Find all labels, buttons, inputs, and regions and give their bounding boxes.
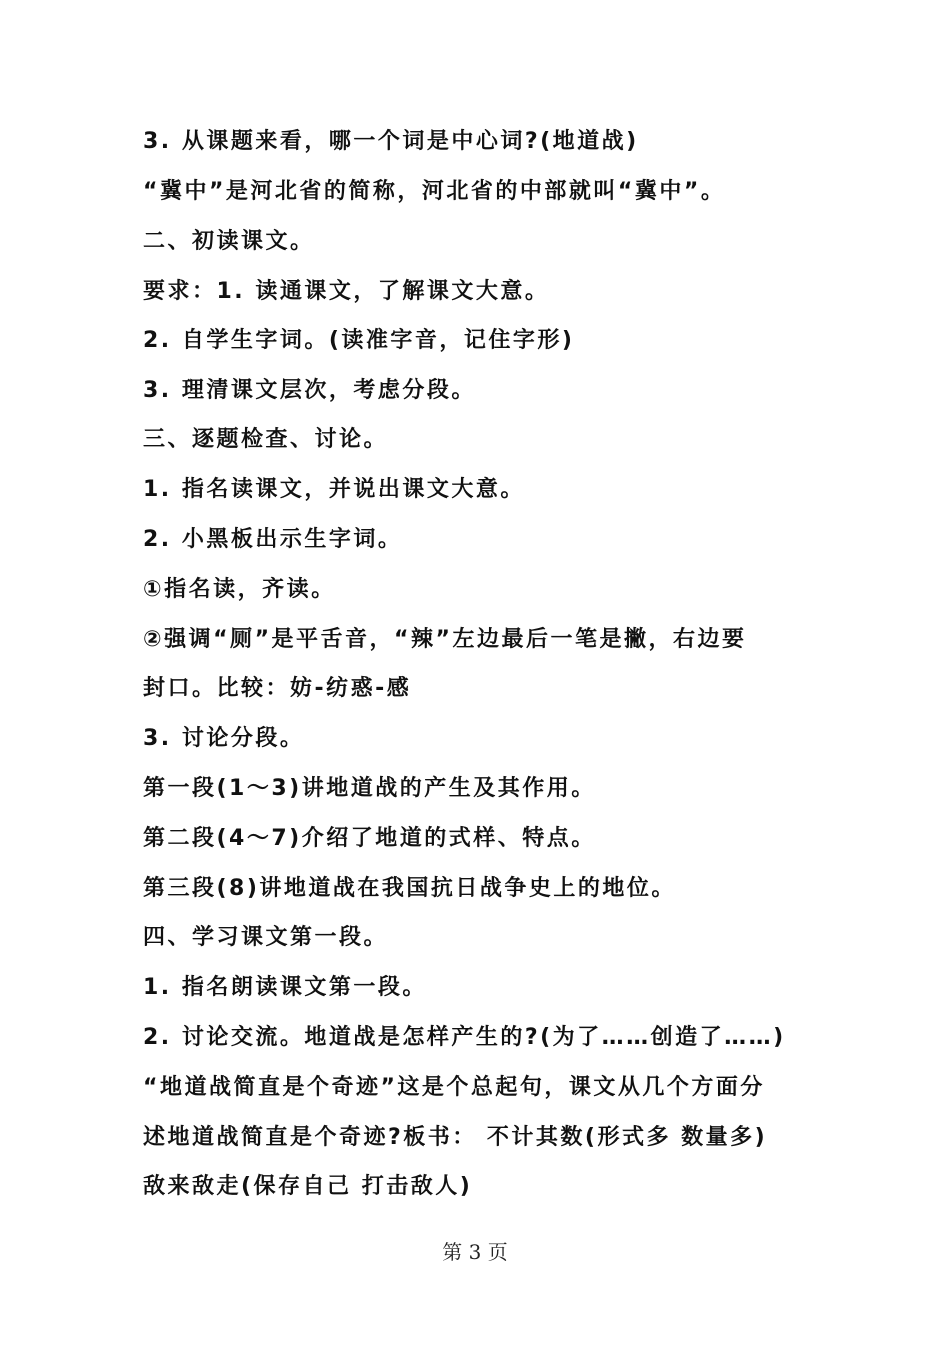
section-heading: 二、初读课文。 xyxy=(143,229,315,254)
text-line: 3. 讨论分段。 xyxy=(143,726,305,751)
text-line: 3. 从课题来看，哪一个词是中心词?(地道战) xyxy=(143,129,639,154)
text-line: 第二段(4～7)介绍了地道的式样、特点。 xyxy=(143,826,596,851)
text-line: 述地道战简直是个奇迹?板书： 不计其数(形式多 数量多) xyxy=(143,1125,768,1150)
text-line: 2. 小黑板出示生字词。 xyxy=(143,527,403,552)
text-line: 封口。比较：妨-纺惑-感 xyxy=(143,676,412,701)
text-line: 1. 指名读课文，并说出课文大意。 xyxy=(143,477,525,502)
text-line: “冀中”是河北省的简称，河北省的中部就叫“冀中”。 xyxy=(143,179,726,204)
text-line: 3. 理清课文层次，考虑分段。 xyxy=(143,378,476,403)
text-line: 敌来敌走(保存自己 打击敌人) xyxy=(143,1174,473,1199)
text-line: 1. 指名朗读课文第一段。 xyxy=(143,975,427,1000)
text-line: 2. 自学生字词。(读准字音，记住字形) xyxy=(143,328,575,353)
page-number: 第 3 页 xyxy=(442,1240,508,1264)
section-heading: 四、学习课文第一段。 xyxy=(143,925,389,950)
text-line: 第一段(1～3)讲地道战的产生及其作用。 xyxy=(143,776,596,801)
section-heading: 三、逐题检查、讨论。 xyxy=(143,427,389,452)
text-line: 第三段(8)讲地道战在我国抗日战争史上的地位。 xyxy=(143,876,676,901)
text-line: ②强调“厕”是平舌音，“辣”左边最后一笔是撇，右边要 xyxy=(143,627,747,652)
text-line: ①指名读，齐读。 xyxy=(143,577,336,602)
text-line: 2. 讨论交流。地道战是怎样产生的?(为了……创造了……) xyxy=(143,1025,786,1050)
text-line: “地道战简直是个奇迹”这是个总起句，课文从几个方面分 xyxy=(143,1075,765,1100)
text-line: 要求：1. 读通课文，了解课文大意。 xyxy=(143,279,550,304)
